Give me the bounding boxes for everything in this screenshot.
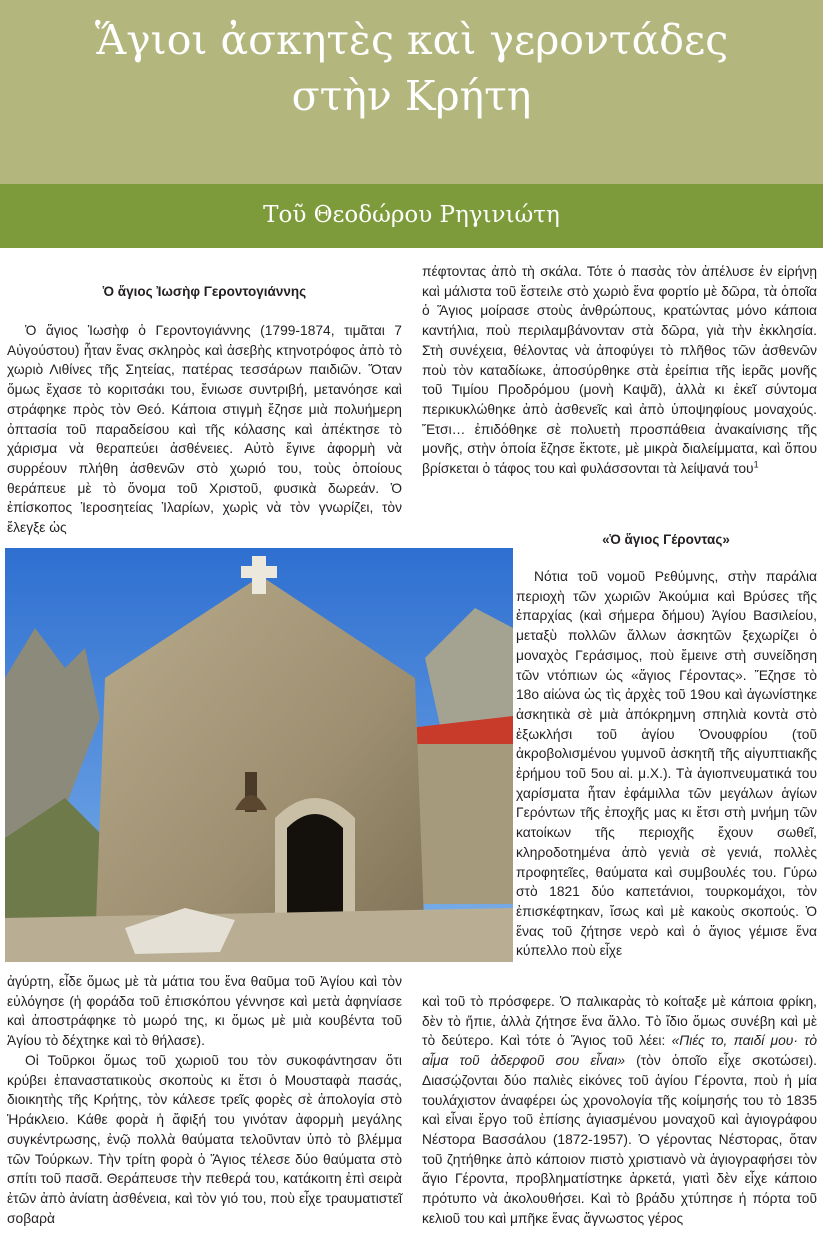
paragraph-joseph-3: Οἱ Τοῦρκοι ὅμως τοῦ χωριοῦ του τὸν συκοφάντησαν ὅτι κρύβει ἐπαναστατικοὺς σκοποὺς κι ἔτσι ὁ Μουσταφὰ πασάς, διοικητὴς τῆς Κρήτης, τὸν κάλεσε τρεῖς φορὲς σὲ ἀπολογία στὸ Ἡράκλειο. Κάθε φορὰ ἡ ἄφιξή του γινόταν ἀφορμὴ μεγάλης συγκέντρωσης, ἐνῷ πολλὰ θαύματα τελοῦνταν ὑπὸ τὸ βλέμμα τῶν Τούρκων. Τὴν τρίτη φορὰ ὁ Ἅγιος τέλεσε δύο θαύματα στὸ σπίτι τοῦ πασᾶ. Θεράπευσε τὴν πεθερά του, κατάκοιτη ἐπὶ σειρὰ ἐτῶν ἀπὸ ἀνίατη ἀσθένεια, καὶ τὸν γιό του, ποὺ εἶχε τραυματιστεῖ σοβαρὰ — [7, 1053, 402, 1226]
chapel-photo — [5, 548, 513, 962]
side-wall — [409, 744, 513, 904]
section-heading-gerontas: «Ὁ ἅγιος Γέροντας» — [602, 532, 730, 547]
paragraph-joseph-3-continued: πέφτοντας ἀπὸ τὴ σκάλα. Τότε ὁ πασὰς τὸν ἀπέλυσε ἐν εἰρήνῃ καὶ μάλιστα τοῦ ἔστειλε στὸ χωριὸ ἕνα φορτίο μὲ δῶρα, τὰ ὁποῖα ὁ Ἅγιος μοίρασε στοὺς ἀνθρώπους, κρατώντας μόνο κάποια καντήλια, ποὺ περιλαμβάνονταν στὰ δῶρα, γιὰ τὴν ἐκκλησία. Στὴ συνέχεια, θέλοντας νὰ ἀποφύγει τὸ πλῆθος τῶν ἀσθενῶν ποὺ τὸν καταδίωκε, ἀποσύρθηκε στὰ ἐρείπια τῆς ἱερᾶς μονῆς τοῦ Τιμίου Προδρόμου (μονὴ Καψᾶ), ἀλλὰ κι ἐκεῖ σύντομα περικυκλώθηκε ἀπὸ ἀσθενεῖς καὶ ἀπὸ ὑποψηφίους μοναχούς. Ἔτσι… ἐπιδόθηκε σὲ πολυετὴ προσπάθεια ἀνακαίνισης τῆς μονῆς, στὴν ὁποία ἔζησε ἔκτοτε, μὲ μικρὰ διαλείμματα, καὶ ὅπου βρίσκεται ὁ τάφος του καὶ φυλάσσονται τὰ λείψανά του$^1$ — [422, 264, 817, 477]
section-heading-joseph: Ὁ ἅγιος Ἰωσὴφ Γεροντογιάννης — [102, 284, 307, 299]
title-line-1: Ἅγιοι ἀσκητὲς καὶ γεροντάδες — [94, 16, 729, 64]
title-line-2: στὴν Κρήτη — [291, 72, 532, 120]
paragraph-gerontas-2: καὶ τοῦ τὸ πρόσφερε. Ὁ παλικαρὰς τὸ κοίταξε μὲ κάποια φρίκη, δὲν τὸ ἤπιε, ἀλλὰ ζήτησε ἕνα ἄλλο. Τὸ ἴδιο ὅμως συνέβη καὶ μὲ τὸ δεύτερο. Καὶ τότε ὁ Ἅγιος τοῦ λέει: «Πιές το, παιδί μου· τὸ αἷμα τοῦ ἀδερφοῦ σου εἶναι» (τὸν ὁποῖο εἶχε σκοτώσει). Διασῴζονται δύο παλιὲς εἰκόνες τοῦ ἁγίου Γέροντα, ποὺ ἡ μία τουλάχιστον ἀναφέρει ὡς χρονολογία τῆς κοίμησής του τὸ 1835 καὶ εἶναι ἔργο τοῦ ἐπίσης ἁγιασμένου μοναχοῦ καὶ ἁγιογράφου Νέστορα Βασσάλου (1872-1957). Ὁ γέροντας Νέστορας, ὅταν τοῦ ζητήθηκε ἀπὸ κάποιον πιστὸ χριστιανὸ νὰ ἁγιογραφήσει τὸν ἅγιο Γέροντα, προβληματίστηκε ἀρκετά, γιατὶ δὲν εἶχε κάποιο πρότυπο νὰ ἀκολουθήσει. Καὶ τὸ βράδυ χτύπησε ἡ πόρτα τοῦ κελιοῦ του καὶ μπῆκε ἕνας ἄγνωστος γέρος — [422, 994, 818, 1226]
quote: «Πιές το, παιδί μου· τὸ αἷμα τοῦ ἀδερφοῦ σου εἶναι» — [422, 1033, 817, 1069]
paragraph-joseph-1: Ὁ ἅγιος Ἰωσὴφ ὁ Γεροντογιάννης (1799-1874, τιμᾶται 7 Αὐγούστου) ἦταν ἕνας σκληρὸς καὶ ἀσεβὴς κτηνοτρόφος ἀπὸ τὸ χωριὸ Λιθίνες τῆς Σητείας, πατέρας τεσσάρων παιδιῶν. Ὅταν ὅμως ἔχασε τὸ κοριτσάκι του, ἔνιωσε συντριβή, μετανόησε καὶ στράφηκε πρὸς τὸν Θεό. Κάποια στιγμὴ ἔζησε μιὰ πολυήμερη ὀπτασία τοῦ παραδείσου καὶ τῆς κόλασης καὶ ἀπέκτησε τὸ χάρισμα νὰ θεραπεύει ἀσθένειες. Αὐτὸ ἔγινε ἀφορμὴ νὰ συρρέουν πλήθη ἀσθενῶν στὸ χωριό του, τοὺς ὁποίους θεράπευε μὲ τὸ ὄνομα τοῦ Χριστοῦ, φυσικὰ δωρεάν. Ὁ ἐπίσκοπος Ἱεροσητείας Ἱλαρίων, χωρὶς νὰ τὸν γνωρίζει, τὸν ἔλεγξε ὡς — [7, 323, 402, 536]
paragraph-gerontas-1: Νότια τοῦ νομοῦ Ρεθύμνης, στὴν παράλια περιοχὴ τῶν χωριῶν Ἀκούμια καὶ Βρύσες τῆς ἐπαρχίας (καὶ σήμερα δήμου) Ἁγίου Βασιλείου, μεταξὺ πολλῶν ἄλλων ἀσκητῶν ξεχωρίζει ὁ μοναχὸς Γεράσιμος, ποὺ ἔμεινε στὴ συνείδηση τῶν ντόπιων ὡς «ἅγιος Γέροντας». Ἔζησε τὸ 18ο αἰώνα ὡς τὶς ἀρχὲς τοῦ 19ου καὶ ἀγωνίστηκε ἀσκητικὰ σὲ μιὰ ἀπόκρημνη σπηλιὰ κοντὰ στὸ ἐξωκλήσι τοῦ ἁγίου Ὀνουφρίου (τοῦ ἀκροβολισμένου γυμνοῦ ἀσκητῆ τῆς αἰγυπτιακῆς ἐρήμου τοῦ 5ου αἰ. μ.Χ.). Τὰ ἁγιοπνευματικά του χαρίσματα ἦταν ἐφάμιλλα τῶν μεγάλων ἁγίων Γερόντων τῆς ἐποχῆς μας κι ἔτσι στὴ μνήμη τῶν κατοίκων τῆς περιοχῆς ἔχουν σωθεῖ, κληροδοτημένα ἀπὸ γενιὰ σὲ γενιά, πολλὲς προφητεῖες, θαύματα καὶ συμβουλές του. Γύρω στὸ 1821 δύο καπετάνιοι, τουρκομάχοι, τὸν ἐπισκέφτηκαν, ἴσως καὶ μὲ κακοὺς σκοπούς. Ὁ ἕνας τοῦ ζήτησε νερὸ καὶ ὁ ἅγιος γέμισε ἕνα κύπελλο ποὺ εἶχε — [516, 569, 817, 959]
paragraph-joseph-2: ἀγύρτη, εἶδε ὅμως μὲ τὰ μάτια του ἕνα θαῦμα τοῦ Ἁγίου καὶ τὸν εὐλόγησε (ἡ φοράδα τοῦ ἐπισκόπου γέννησε καὶ μετὰ ἀφηνίασε καὶ ἀποστράφηκε τὸ μωρό της, κι ὅμως μὲ μιὰ κουβέντα τοῦ Ἁγίου τὸ δέχτηκε καὶ τὸ θήλασε). — [7, 974, 402, 1049]
footnote-marker: 1 — [753, 459, 759, 470]
page-title — [0, 12, 823, 124]
author-byline: Τοῦ Θεοδώρου Ρηγινιώτη — [263, 202, 560, 228]
